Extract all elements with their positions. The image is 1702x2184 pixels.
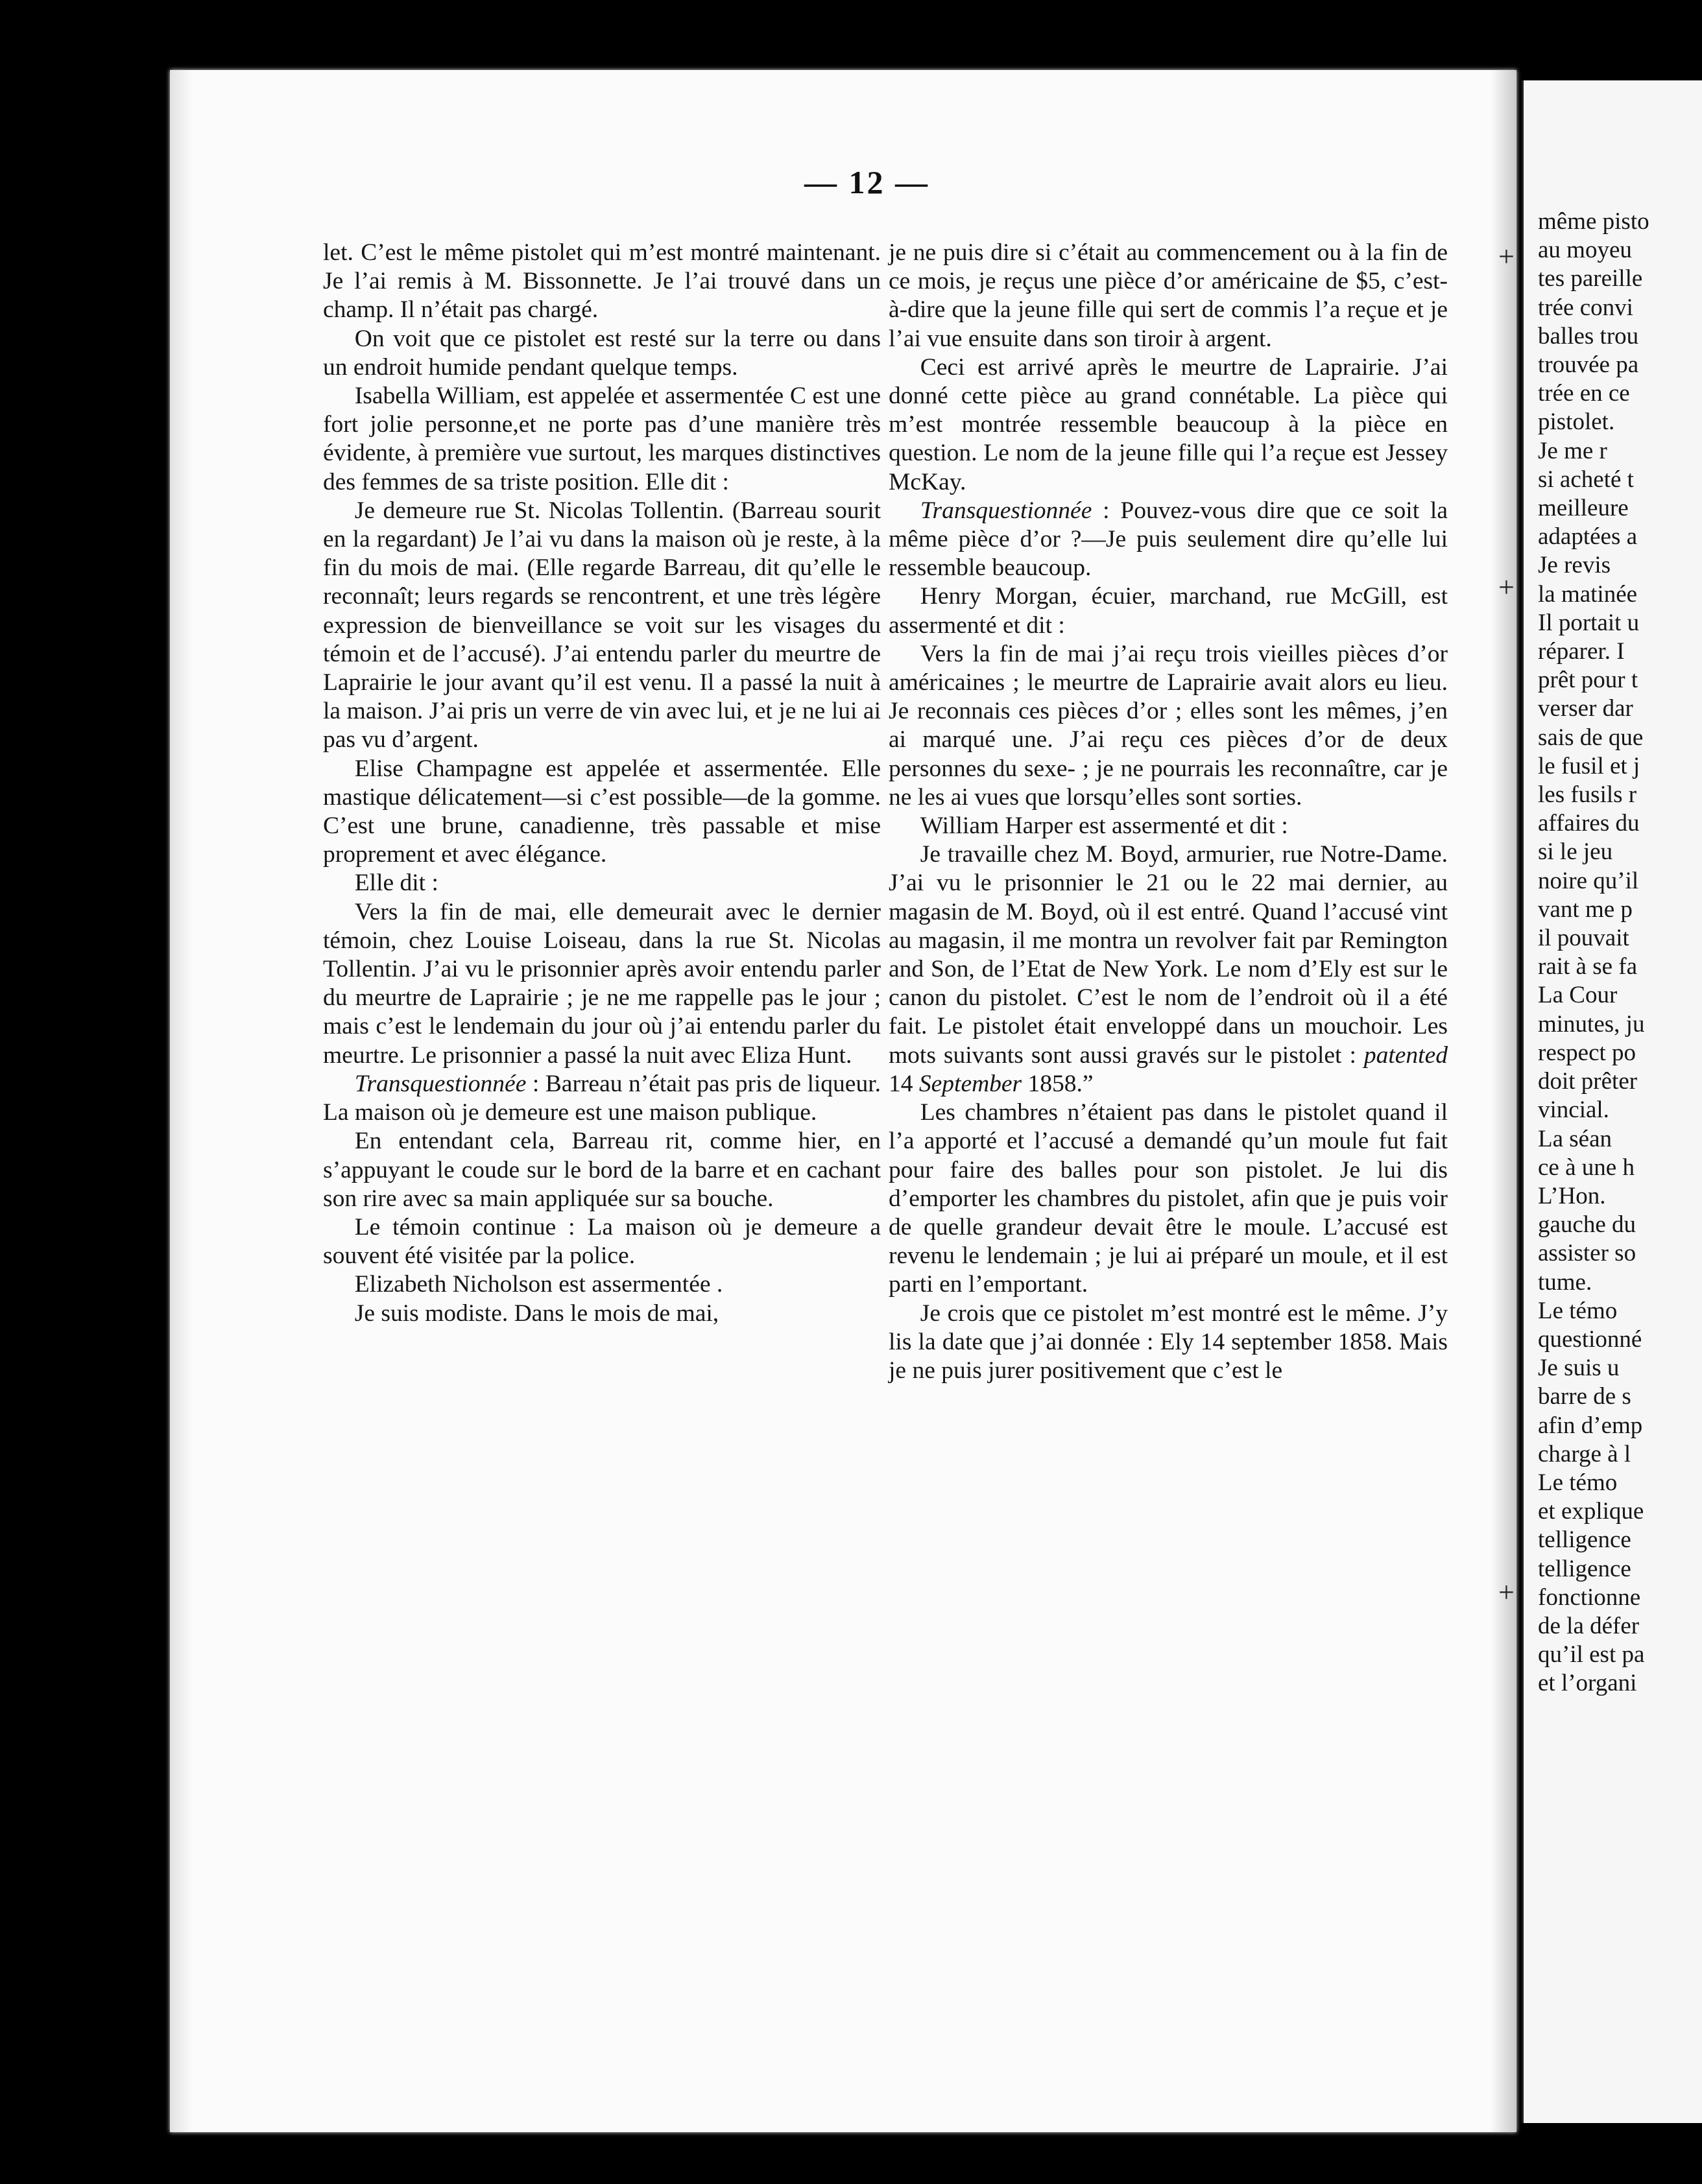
adjacent-page-line: minutes, ju	[1538, 1010, 1645, 1038]
adjacent-page-line: même pisto	[1538, 208, 1649, 235]
adjacent-page-line: de la défer	[1538, 1612, 1640, 1639]
adjacent-page-line: La Cour	[1538, 982, 1618, 1009]
adjacent-page-line: vincial.	[1538, 1097, 1609, 1124]
page-edge-shading	[170, 70, 192, 2132]
paragraph	[889, 840, 1448, 1098]
adjacent-page-line: tes pareille	[1538, 265, 1643, 292]
adjacent-page-line: affaires du	[1538, 810, 1640, 837]
adjacent-page-line: barre de s	[1538, 1383, 1631, 1410]
adjacent-page-line: ce à une h	[1538, 1154, 1635, 1181]
adjacent-page-line: qu’il est pa	[1538, 1641, 1645, 1668]
paragraph	[889, 497, 1448, 583]
paragraph	[323, 1070, 881, 1127]
adjacent-page-line: fonctionne	[1538, 1584, 1641, 1611]
adjacent-page-line: gauche du	[1538, 1211, 1636, 1239]
paragraph-text: Je travaille chez M. Boyd, armurier, rue Notre-Dame. J’ai vu le prisonnier le 21 ou le 22 mai dernier, au magasin de M. Boyd, où il est entré. Quand l’accusé vint au magasin, il me montra un revolver fait par Remington and Son, de l’Etat de New York. Le nom d’Ely est sur le canon du pistolet. C’est le nom de l’endroit où il a été fait. Le pistolet était enveloppé dans un mouchoir. Les mots suivants sont aussi gravés sur le pistolet :	[889, 841, 1448, 1069]
paragraph-text: September	[918, 1070, 1022, 1097]
paragraph-lead: Transquestionnée	[354, 1070, 527, 1097]
adjacent-page-line: assister so	[1538, 1240, 1636, 1267]
right-column	[889, 239, 1448, 1385]
adjacent-page-line: les fusils r	[1538, 781, 1637, 809]
paragraph-text: 1858.”	[1022, 1070, 1094, 1097]
paragraph-text: Je suis modiste. Dans le mois de mai,	[354, 1300, 719, 1327]
adjacent-page-line: L’Hon.	[1538, 1182, 1606, 1209]
paragraph-text: let. C’est le même pistolet qui m’est montré maintenant. Je l’ai remis à M. Bissonnette. Je l’ai trouvé dans un champ. Il n’était pas chargé.	[323, 239, 881, 324]
adjacent-page-line: la matinée	[1538, 580, 1638, 608]
paragraph	[323, 497, 881, 755]
paragraph-text: Elizabeth Nicholson est assermentée .	[354, 1271, 723, 1298]
paragraph-text: je ne puis dire si c’était au commencement ou à la fin de ce mois, je reçus une pièce d’or américaine de $5, c’est-à-dire que la jeune fille qui sert de commis l’a reçue et je l’ai vue ensuite dans son tiroir à argent.	[889, 239, 1448, 352]
paragraph	[323, 239, 881, 325]
adjacent-page-line: rait à se fa	[1538, 953, 1638, 980]
adjacent-page-line: respect po	[1538, 1039, 1636, 1066]
adjacent-page-line: La séan	[1538, 1125, 1612, 1152]
adjacent-page-line: si acheté t	[1538, 466, 1634, 493]
adjacent-page-line: et l’organi	[1538, 1670, 1637, 1697]
page-number: — 12 —	[804, 164, 929, 200]
adjacent-page-line: questionné	[1538, 1325, 1642, 1353]
paragraph-text: : Pouvez-vous dire que ce soit la même pièce d’or ?—Je puis seulement dire qu’elle lui ressemble beaucoup.	[889, 497, 1448, 582]
paragraph-text: Elise Champagne est appelée et assermentée. Elle mastique délicatement—si c’est possible—de la gomme. C’est une brune, canadienne, très passable et mise proprement et avec élégance.	[323, 755, 881, 868]
margin-tick-mark: +	[1498, 571, 1515, 603]
page-gutter-shadow	[1491, 70, 1516, 2132]
paragraph-text: patented	[1363, 1041, 1448, 1069]
paragraph	[323, 755, 881, 870]
adjacent-page-line: prêt pour t	[1538, 667, 1638, 694]
paragraph	[323, 382, 881, 497]
adjacent-page-line: telligence	[1538, 1526, 1631, 1554]
paragraph	[889, 582, 1448, 639]
adjacent-page-line: Je suis u	[1538, 1355, 1620, 1382]
paragraph-text: En entendant cela, Barreau rit, comme hier, en s’appuyant le coude sur le bord de la barre et en cachant son rire avec sa main appliquée sur sa bouche.	[323, 1128, 881, 1212]
adjacent-page-line: Le témo	[1538, 1469, 1618, 1496]
adjacent-page-line: afin d’emp	[1538, 1412, 1643, 1439]
adjacent-page-line: telligence	[1538, 1555, 1631, 1582]
paragraph-text: : Barreau n’était pas pris de liqueur. La maison où je demeure est une maison publique.	[323, 1070, 881, 1126]
paragraph-text: Les chambres n’étaient pas dans le pistolet quand il l’a apporté et l’accusé a demandé qu’un moule fut fait pour faire des balles pour son pistolet. Je lui dis d’emporter les chambres du pistolet, afin que je puis voir de quelle grandeur devait être le moule. L’accusé est revenu le lendemain ; je lui ai préparé un moule, et il est parti en l’emportant.	[889, 1099, 1448, 1298]
adjacent-page-line: et explique	[1538, 1498, 1644, 1525]
adjacent-page-line: trée convi	[1538, 294, 1633, 321]
adjacent-page-line: adaptées a	[1538, 523, 1638, 551]
adjacent-page-line: Je revis	[1538, 552, 1611, 579]
adjacent-page-line: réparer. I	[1538, 638, 1625, 665]
paragraph-text: On voit que ce pistolet est resté sur la terre ou dans un endroit humide pendant quelque temps.	[323, 325, 881, 381]
adjacent-page-line: vant me p	[1538, 896, 1633, 923]
paragraph-text: Isabella William, est appelée et assermentée C est une fort jolie personne,et ne porte pas d’une manière très évidente, à première vue surtout, les marques distinctives des femmes de sa triste position. Elle dit :	[323, 383, 881, 495]
adjacent-page-line: tume.	[1538, 1268, 1592, 1296]
margin-tick-mark: +	[1498, 241, 1515, 272]
paragraph	[323, 869, 881, 897]
paragraph-text: Henry Morgan, écuier, marchand, rue McGill, est assermenté et dit :	[889, 583, 1448, 639]
paragraph	[889, 1300, 1448, 1386]
adjacent-page-line: trouvée pa	[1538, 351, 1639, 379]
paragraph	[323, 898, 881, 1070]
paragraph	[889, 1098, 1448, 1299]
margin-tick-mark: +	[1498, 1576, 1515, 1608]
paragraph	[323, 1127, 881, 1213]
paragraph	[889, 353, 1448, 497]
adjacent-page-line: le fusil et j	[1538, 752, 1640, 779]
adjacent-page-line: balles trou	[1538, 322, 1639, 350]
adjacent-page-line: noire qu’il	[1538, 867, 1639, 894]
adjacent-page-line: sais de que	[1538, 724, 1644, 751]
paragraph-text: William Harper est assermenté et dit :	[920, 813, 1288, 840]
adjacent-page-line: charge à l	[1538, 1440, 1631, 1467]
paragraph-text: 14	[889, 1070, 919, 1097]
paragraph	[889, 239, 1448, 353]
adjacent-page-line: pistolet.	[1538, 409, 1615, 436]
paragraph-text: Vers la fin de mai j’ai reçu trois vieilles pièces d’or américaines ; le meurtre de Laprairie avait alors eu lieu. Je reconnais ces pièces d’or ; elles sont les mêmes, j’en ai marqué une. J’ai reçu ces pièces d’or de deux personnes du sexe- ; je ne pourrais les reconnaître, car je ne les ai vues que lorsqu’elles sont sorties.	[889, 640, 1448, 811]
adjacent-page-line: meilleure	[1538, 495, 1629, 522]
paragraph	[889, 812, 1448, 840]
left-column	[323, 239, 881, 1328]
paragraph	[323, 1213, 881, 1270]
paragraph-text: Je crois que ce pistolet m’est montré est le même. J’y lis la date que j’ai donnée : Ely 14 september 1858. Mais je ne puis jurer positivement que c’est le	[889, 1300, 1448, 1384]
adjacent-page-line: doit prêter	[1538, 1068, 1638, 1095]
paragraph-text: Ceci est arrivé après le meurtre de Laprairie. J’ai donné cette pièce au grand connétable. La pièce qui m’est montrée ressemble beaucoup à la pièce en question. Le nom de la jeune fille qui l’a reçue est Jessey McKay.	[889, 353, 1448, 495]
paragraph-text: Vers la fin de mai, elle demeurait avec le dernier témoin, chez Louise Loiseau, dans la rue St. Nicolas Tollentin. J’ai vu le prisonnier après avoir entendu parler du meurtre de Laprairie ; je ne me rappelle pas le jour ; mais c’est le lendemain du jour où j’ai entendu parler du meurtre. Le prisonnier a passé la nuit avec Eliza Hunt.	[323, 898, 881, 1069]
paragraph	[889, 640, 1448, 812]
paragraph-lead: Transquestionnée	[920, 497, 1092, 524]
adjacent-page-line: verser dar	[1538, 695, 1633, 722]
adjacent-page-line: au moyeu	[1538, 237, 1632, 264]
adjacent-page	[1522, 80, 1702, 2123]
adjacent-page-line: si le jeu	[1538, 838, 1613, 866]
paragraph-text: Je demeure rue St. Nicolas Tollentin. (Barreau sourit en la regardant) Je l’ai vu dans la maison où je reste, à la fin du mois de mai. (Elle regarde Barreau, dit qu’elle le reconnaît; leurs regards se rencontrent, et une très légère expression de bienveillance se voit sur les visages du témoin et de l’accusé). J’ai entendu parler du meurtre de Laprairie le jour avant qu’il est venu. Il a passé la nuit à la maison. J’ai pris un verre de vin avec lui, et je ne lui ai pas vu d’argent.	[323, 497, 881, 754]
paragraph	[323, 325, 881, 382]
paragraph	[323, 1270, 881, 1299]
adjacent-page-line: il pouvait	[1538, 925, 1629, 952]
paragraph-text: Elle dit :	[354, 870, 438, 897]
adjacent-page-line: Je me r	[1538, 437, 1607, 464]
adjacent-page-text	[1538, 208, 1702, 1698]
adjacent-page-line: Il portait u	[1538, 609, 1640, 636]
adjacent-page-line: trée en ce	[1538, 380, 1630, 407]
adjacent-page-line: Le témo	[1538, 1297, 1618, 1324]
paragraph	[323, 1300, 881, 1328]
paragraph-text: Le témoin continue : La maison où je demeure a souvent été visitée par la police.	[323, 1213, 881, 1270]
